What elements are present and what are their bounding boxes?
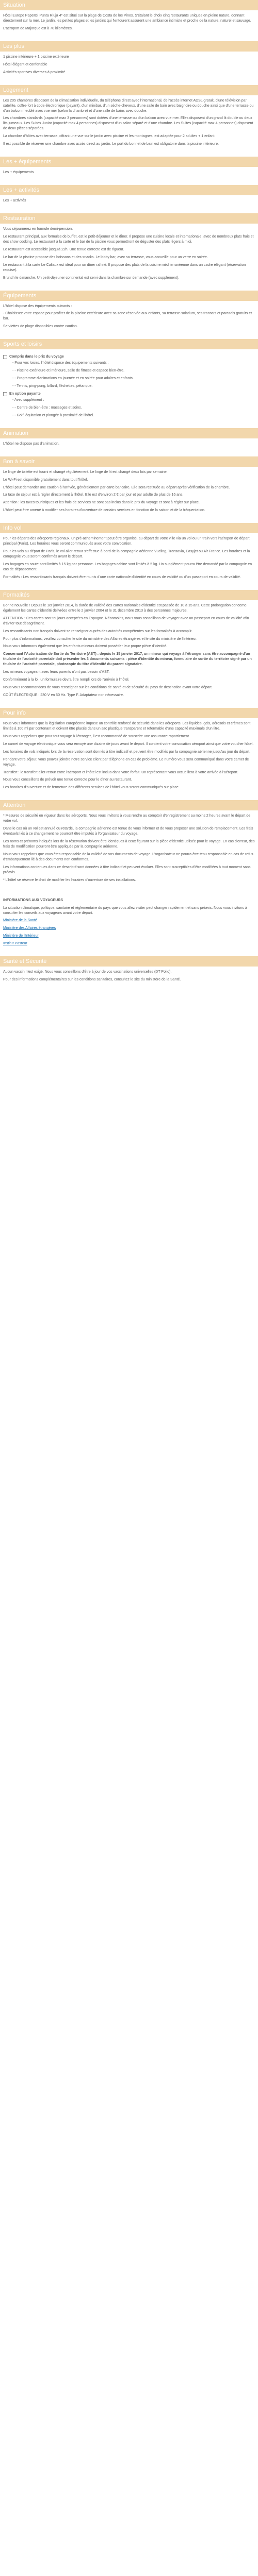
formalites-paragraph: Pour plus d'informations, veuillez consulter le site du ministère des Affaires étrangères et le site du ministère de l'Intérieur.: [3, 637, 198, 641]
sante-paragraph: Aucun vaccin n'est exigé. Nous vous conseillons d'être à jour de vos vaccinations universelles (DT Polio).: [3, 970, 172, 974]
section-title-activites: Les + activités: [0, 185, 258, 195]
situation-paragraph: Hôtel Europe Papeïtel Punta Riuja 4* est situé sur la plage de Costa de los Pinos. S'étalant le choix cinq restaurants uniques en pleine nature, donnant directement sur la mer. Le jardin, les petites plages et les jardins qui l'entourent assurent une ambiance intimiste et proche de la nature, naturel et sauvage.: [3, 14, 251, 23]
section-title-equipements: Les + équipements: [0, 157, 258, 167]
logement-paragraph: La chambre d'hôtes avec terrasse, offrant une vue sur le jardin avec piscine et les montagnes, est adaptée pour 2 adultes + 1 enfant.: [3, 134, 216, 139]
ministry-health-link[interactable]: [3, 918, 255, 923]
plus-item: 1 piscine intérieure + 1 piscine extérieure: [3, 55, 69, 59]
vols-section: [0, 718, 258, 800]
list-item: - - Centre de bien-être : massages et soins.: [12, 405, 255, 411]
logement-section: [0, 95, 258, 157]
checkbox-icon: [3, 392, 7, 396]
sports-paid-list: [3, 398, 255, 418]
animation-section: [0, 438, 258, 456]
activites-section: [0, 195, 258, 213]
restauration-section: [0, 224, 258, 291]
list-item: - Pour vos loisirs, l'hôtel dispose des équipements suivants :: [12, 361, 255, 366]
sante-section: [0, 967, 258, 992]
travelers-info-title: INFORMATIONS AUX VOYAGEURS: [3, 898, 63, 902]
section-title-plus: Les plus: [0, 41, 258, 52]
plus-item: Activités sportives diverses à proximité: [3, 70, 66, 74]
list-item: - - Golf, équitation et plongée à proximité de l'hôtel.: [12, 413, 255, 418]
vols-paragraph: Les horaires d'ouverture et de fermeture des différents services de l'hôtel vous seront communiqués sur place.: [3, 786, 180, 790]
section-title-bonasavoir: Bon à savoir: [0, 456, 258, 467]
bonasavoir-paragraph: L'hôtel peut être amené à modifier ses horaires d'ouverture de certains services en fonction de la saison et de la fréquentation.: [3, 509, 205, 513]
formalites-paragraph: ATTENTION : Ces cartes sont toujours acceptées en Espagne. Néanmoins, nous vous conseillons de voyager avec un passeport en cours de validité afin d'éviter tout désagrément.: [3, 616, 249, 625]
formalites-paragraph: Concernant l'Autorisation de Sortie du Territoire (AST) : depuis le 15 janvier 2017, un mineur qui voyage à l'étranger sans être accompagné d'un titulaire de l'autorité parentale doit présenter les 3 documents suivants : pièce d'identité du mineur, formulaire de sortie du territoire signé par un titulaire de l'autorité parentale, photocopie du titre d'identité du parent signataire.: [3, 652, 252, 667]
attention-paragraph: Dans le cas où un vol est annulé ou retardé, la compagnie aérienne est tenue de vous informer et de vous proposer une solution de remplacement. Les frais éventuels liés à ce changement ne pourront être imputés à l'organisateur du voyage.: [3, 827, 253, 836]
section-title-logement: Logement: [0, 85, 258, 95]
travelers-info-paragraph: La situation climatique, politique, sanitaire et réglementaire du pays que vous allez visiter peut changer rapidement et sans préavis. Nous vous invitons à consulter les conseils aux voyageurs avant votre départ.: [3, 906, 247, 915]
bonasavoir-paragraph: La taxe de séjour est à régler directement à l'hôtel. Elle est d'environ 2 € par jour et par adulte de plus de 16 ans.: [3, 493, 184, 497]
section-title-situation: Situation: [0, 0, 258, 10]
section-title-info: Info vol: [0, 523, 258, 533]
attention-paragraph: * Mesures de sécurité en vigueur dans les aéroports. Nous vous invitons à vous rendre au comptoir d'enregistrement au moins 2 heures avant le départ de votre vol.: [3, 814, 251, 823]
sports-paid-row: [3, 392, 255, 397]
formalites-paragraph: Conformément à la loi, un formulaire devra être rempli lors de l'arrivée à l'hôtel.: [3, 678, 130, 682]
vols-paragraph: Nous vous informons que la législation européenne impose un contrôle renforcé de sécurité dans les aéroports. Les liquides, gels, aérosols et crèmes sont limités à 100 ml par contenant et doivent être placés dans un sac plastique transparent et refermable d'une capacité maximale d'un litre.: [3, 721, 251, 731]
info-section: [0, 533, 258, 590]
section-title-attention: Attention: [0, 800, 258, 810]
bonasavoir-paragraph: L'hôtel peut demander une caution à l'arrivée, généralement par carte bancaire. Elle sera restituée au départ après vérification de la chambre.: [3, 485, 230, 489]
activites-text: Les + activités: [3, 199, 26, 203]
plus-item: Hôtel élégant et confortable: [3, 62, 47, 66]
restauration-paragraph: Vous séjournerez en formule demi-pension.: [3, 227, 73, 231]
attention-paragraph: Les noms et prénoms indiqués lors de la réservation doivent être identiques à ceux figurant sur la pièce d'identité utilisée pour le voyage. En cas d'erreur, des frais de modification pourront être appliqués par la compagnie aérienne.: [3, 840, 255, 849]
attention-paragraph: Les informations contenues dans ce descriptif sont données à titre indicatif et peuvent évoluer. Elles sont susceptibles d'être modifiées à tout moment sans préavis.: [3, 865, 251, 874]
formalites-section: [0, 600, 258, 708]
restauration-paragraph: Le restaurant est accessible jusqu'à 22h. Une tenue correcte est de rigueur.: [3, 247, 124, 251]
info-paragraph: Pour les départs des aéroports régionaux, un pré-acheminement peut être organisé, au départ de votre ville via un vol ou un train vers l'aéroport de départ principal (Paris). Les horaires vous seront communiqués avec votre convocation.: [3, 537, 250, 546]
page: [0, 0, 258, 992]
list-item: - - Programme d'animations en journée et en soirée pour adultes et enfants.: [12, 376, 255, 381]
vols-paragraph: Le carnet de voyage électronique vous sera envoyé une dizaine de jours avant le départ. Il contient votre convocation aéroport ainsi que votre voucher hôtel.: [3, 742, 254, 746]
equipements-detail-paragraph: Serviettes de plage disponibles contre caution.: [3, 325, 78, 329]
equipements-detail-paragraph: - Choisissez votre espace pour profiter de la piscine extérieure avec sa zone réservée aux enfants, sa terrasse-solarium, ses transats et parasols gratuits et bar.: [3, 312, 252, 321]
sante-paragraph: Pour des informations complémentaires sur les conditions sanitaires, consultez le site du ministère de la Santé.: [3, 978, 181, 982]
plus-section: [0, 52, 258, 85]
section-title-formalites: Formalités: [0, 590, 258, 600]
bonasavoir-paragraph: Le linge de toilette est fourni et changé régulièrement. Le linge de lit est changé deux fois par semaine.: [3, 470, 168, 474]
vols-paragraph: Nous vous conseillons de prévoir une tenue correcte pour le dîner au restaurant.: [3, 778, 132, 782]
section-title-animation: Animation: [0, 428, 258, 438]
situation-section: [0, 10, 258, 41]
section-title-equipements-detail: Équipements: [0, 291, 258, 301]
equipements-text: Les + équipements: [3, 171, 34, 175]
logement-paragraph: Les chambres standards (capacité max 3 personnes) sont dotées d'une terrasse ou d'un balcon avec vue mer. Elles disposent d'un grand lit double ou deux lits jumeaux. Les Suites Junior (capacité max 4 personnes) disposent d'un salon séparé et d'une chambre. Les Suites (capacité max 4 personnes) disposent de deux pièces séparées.: [3, 116, 253, 131]
sports-included-row: [3, 354, 255, 360]
sports-included-list: [3, 361, 255, 389]
list-item: - - Piscine extérieure et intérieure, salle de fitness et espace bien-être.: [12, 368, 255, 374]
price-line: [3, 693, 255, 698]
equipements-section: [0, 167, 258, 185]
section-title-sports: Sports et loisirs: [0, 339, 258, 349]
bonasavoir-section: [0, 467, 258, 523]
formalites-paragraph: Nous vous informons également que les enfants mineurs doivent posséder leur propre pièce d'identité.: [3, 645, 168, 649]
logement-paragraph: Les 205 chambres disposent de la climatisation individuelle, du téléphone direct avec l'international, de l'accès internet ADSL gratuit, d'une télévision par satellite, coffre-fort à code électronique (payant), d'un minibar, d'un sèche-cheveux, d'une salle de bain avec baignoire ou douche ainsi que d'une terrasse ou d'un balcon meublé avec vue mer (selon la chambre) et d'une salle de bains avec douche.: [3, 98, 254, 113]
ministry-foreign-link[interactable]: [3, 926, 255, 931]
link-text[interactable]: Ministère des Affaires étrangères: [3, 926, 56, 930]
list-item: - - Tennis, ping-pong, billard, fléchettes, pétanque.: [12, 384, 255, 389]
sports-paid-label: En option payante: [9, 392, 41, 396]
equipements-detail-paragraph: L'hôtel dispose des équipements suivants :: [3, 304, 72, 308]
info-paragraph: Les bagages en soute sont limités à 15 kg par personne. Les bagages cabine sont limités à 5 kg. Un supplément pourra être demandé par la compagnie en cas de dépassement.: [3, 563, 252, 571]
logement-paragraph: Il est possible de réserver une chambre avec accès direct au jardin. Le port du bonnet de bain est obligatoire dans la piscine intérieure.: [3, 142, 219, 146]
formalites-paragraph: Les ressortissants non français doivent se renseigner auprès des autorités compétentes sur les formalités à accomplir.: [3, 629, 192, 633]
info-paragraph: Pour les vols au départ de Paris, le vol aller-retour s'effectue à bord de la compagnie aérienne Vueling, Transavia, Easyjet ou Air France. Les horaires et la compagnie vous seront confirmés avant le départ.: [3, 550, 250, 559]
restauration-paragraph: Le restaurant principal, aux formules de buffet, est le petit-déjeuner et le dîner. Il propose une cuisine locale et internationale, avec de nombreux plats frais et des show cooking. Le restaurant à la carte et le bar de la piscine vous permettront de déguster des plats légers à midi.: [3, 234, 254, 244]
restauration-paragraph: Le restaurant à la carte Le Caliaux est idéal pour un dîner raffiné. Il propose des plats de la cuisine méditerranéenne dans un cadre élégant (réservation requise).: [3, 263, 246, 272]
bonasavoir-paragraph: Le Wi-Fi est disponible gratuitement dans tout l'hôtel.: [3, 478, 88, 482]
restauration-paragraph: Le bar de la piscine propose des boissons et des snacks. Le lobby bar, avec sa terrasse, vous accueille pour un verre en soirée.: [3, 255, 208, 259]
section-title-restauration: Restauration: [0, 213, 258, 224]
vols-paragraph: Nous vous rappelons que pour tout voyage à l'étranger, il est recommandé de souscrire une assurance rapatriement.: [3, 734, 190, 738]
vols-paragraph: Pendant votre séjour, vous pouvez joindre notre service client par téléphone en cas de problème. Le numéro vous sera communiqué dans votre carnet de voyage.: [3, 757, 249, 767]
spacer: [3, 886, 255, 898]
link-text[interactable]: Ministère de l'Intérieur: [3, 934, 39, 938]
info-paragraph: Formalités : Les ressortissants français doivent être munis d'une carte nationale d'identité en cours de validité ou d'un passeport en cours de validité.: [3, 575, 241, 579]
vols-paragraph: Transfert : le transfert aller-retour entre l'aéroport et l'hôtel est inclus dans votre forfait. Un représentant vous accueillera à votre arrivée à l'aéroport.: [3, 770, 238, 774]
section-title-sante: Santé et Sécurité: [0, 956, 258, 967]
formalites-paragraph: Nous vous recommandons de vous renseigner sur les conditions de santé et de sécurité du pays de destination avant votre départ.: [3, 686, 213, 690]
formalites-paragraph: Bonne nouvelle ! Depuis le 1er janvier 2014, la durée de validité des cartes nationales d'identité est passée de 10 à 15 ans. Cette prolongation concerne également les cartes d'identité délivrées entre le 2 janvier 2004 et le 31 décembre 2013 à des personnes majeures.: [3, 603, 247, 613]
animation-text: L'hôtel ne dispose pas d'animation.: [3, 442, 59, 446]
ministry-interior-link[interactable]: [3, 934, 255, 939]
attention-section: [0, 810, 258, 956]
section-title-vols: Pour info: [0, 708, 258, 718]
equipements-detail-section: [0, 301, 258, 340]
restauration-paragraph: Brunch le dimanche. Un petit-déjeuner continental est servi dans la chambre sur demande (avec supplément).: [3, 276, 180, 280]
attention-paragraph: * L'hôtel se réserve le droit de modifier les horaires d'ouverture de ses installations.: [3, 878, 136, 882]
sports-included-label: Compris dans le prix du voyage: [9, 355, 64, 359]
checkbox-icon: [3, 355, 7, 359]
sports-section: [0, 349, 258, 428]
vols-paragraph: Les horaires de vols indiqués lors de la réservation sont donnés à titre indicatif et peuvent être modifiés par la compagnie aérienne jusqu'au jour du départ.: [3, 750, 251, 754]
situation-paragraph: L'aéroport de Majorque est à 70 kilomètres.: [3, 26, 73, 30]
institut-pasteur-link[interactable]: [3, 941, 255, 946]
list-item: - Avec supplément :: [12, 398, 255, 403]
price-value: COÛT ÉLECTRIQUE : 230 V en 50 Hz. Type F. Adaptateur non nécessaire.: [3, 693, 124, 697]
attention-paragraph: Nous vous rappelons que vous êtes responsable de la validité de vos documents de voyage. L'organisateur ne pourra être tenu responsable en cas de refus d'embarquement lié à des documents non conformes.: [3, 852, 253, 861]
bonasavoir-paragraph: Attention : les taxes touristiques et les frais de services ne sont pas inclus dans le prix du voyage et sont à régler sur place.: [3, 501, 200, 505]
formalites-paragraph: Les mineurs voyageant avec leurs parents n'ont pas besoin d'AST.: [3, 670, 110, 674]
link-text[interactable]: Ministère de la Santé: [3, 919, 37, 923]
link-text[interactable]: Institut Pasteur: [3, 942, 27, 946]
